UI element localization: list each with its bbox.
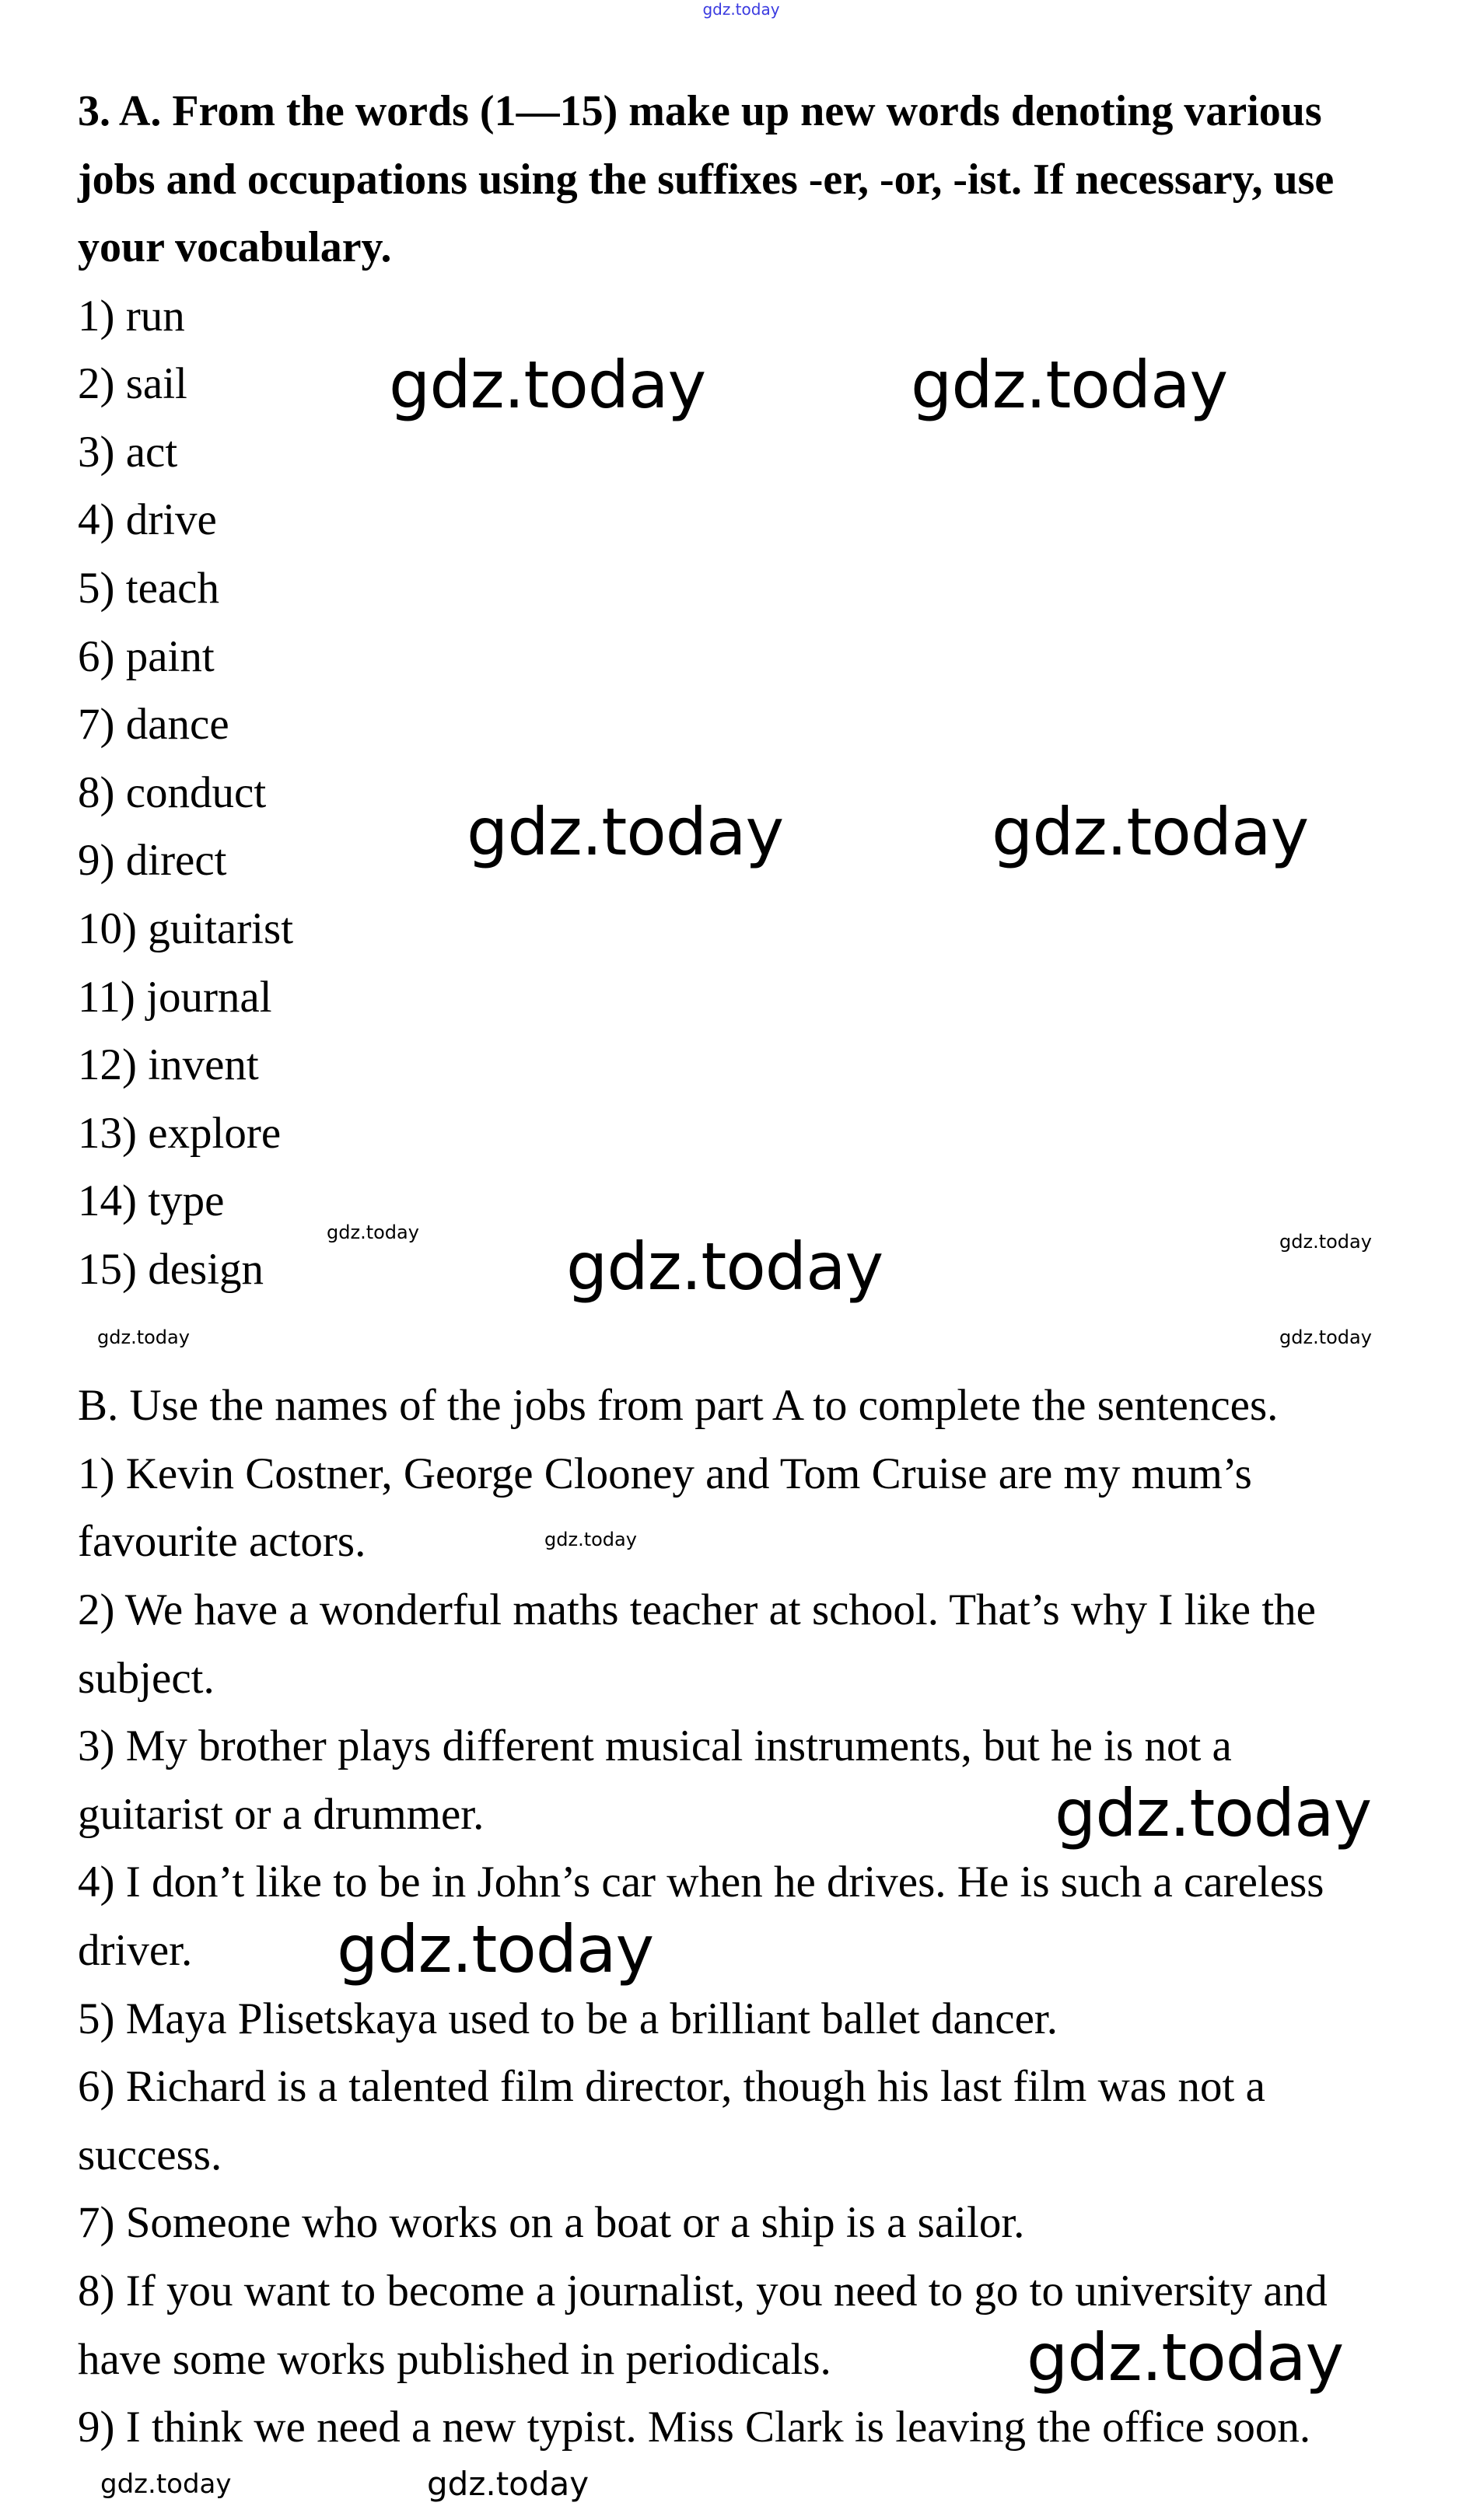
word-item: 5) teach: [78, 564, 219, 613]
sentence-line-row: [78, 2049, 1447, 2117]
watermark: gdz.today: [467, 794, 784, 870]
watermark: gdz.today: [327, 1222, 419, 1243]
sentence-line-row: [78, 1504, 1447, 1572]
sentence-line-row: [78, 1911, 1447, 1987]
watermark: gdz.today: [100, 2469, 232, 2500]
sentence-line-row: [78, 2389, 1447, 2458]
word-item-row: [78, 959, 1447, 1028]
word-item: 14) type: [78, 1176, 225, 1226]
word-item-row: [78, 1027, 1447, 1096]
word-item: 3) act: [78, 427, 178, 477]
word-item-row: [78, 346, 1447, 414]
spacer: [78, 1300, 1447, 1368]
word-item: 8) conduct: [78, 767, 267, 817]
word-item: 1) run: [78, 291, 185, 341]
word-item: 11) journal: [78, 972, 272, 1022]
sentence-list: [78, 1436, 1447, 2458]
watermark: gdz.today: [566, 1229, 883, 1305]
sentence-line: 1) Kevin Costner, George Clooney and Tom Cruise are my mum’s: [78, 1449, 1252, 1498]
word-item: 4) drive: [78, 495, 217, 545]
watermark: gdz.today: [97, 1326, 190, 1348]
part-a-heading-line: your vocabulary.: [78, 223, 392, 272]
part-a-heading-line: jobs and occupations using the suffixes -er, -or, -ist. If necessary, use: [78, 155, 1335, 204]
sentence-line: guitarist or a drummer.: [78, 1789, 485, 1839]
sentence-line: 9) I think we need a new typist. Miss Clark is leaving the office soon.: [78, 2403, 1311, 2452]
word-item-row: [78, 891, 1447, 959]
word-item-row: [78, 550, 1447, 619]
word-item-row: [78, 278, 1447, 347]
sentence-line: 2) We have a wonderful maths teacher at school. That’s why I like the: [78, 1585, 1316, 1634]
word-item-row: [78, 687, 1447, 755]
sentence-line-row: [78, 1708, 1447, 1777]
part-a-heading-row: [78, 142, 1447, 211]
sentence-line-row: [78, 2253, 1447, 2322]
header-watermark: gdz.today: [702, 0, 780, 19]
part-b-instruction-row: [78, 1368, 1447, 1436]
sentence-line: 8) If you want to become a journalist, you need to go to university and: [78, 2266, 1328, 2316]
sentence-line: 5) Maya Plisetskaya used to be a brilliant ballet dancer.: [78, 1994, 1058, 2043]
word-item-row: [78, 1096, 1447, 1164]
part-a-heading-row: [78, 74, 1447, 142]
word-item: 6) paint: [78, 631, 215, 681]
sentence-line-row: [78, 2185, 1447, 2253]
sentence-line-row: [78, 1436, 1447, 1505]
word-item: 13) explore: [78, 1108, 282, 1158]
word-item: 12) invent: [78, 1040, 259, 1090]
word-item: 9) direct: [78, 836, 227, 886]
part-b: [78, 1368, 1447, 2458]
watermark: gdz.today: [1055, 1775, 1372, 1851]
sentence-line: success.: [78, 2130, 222, 2179]
sentence-line: favourite actors.: [78, 1517, 366, 1567]
word-item-row: [78, 414, 1447, 483]
watermark: gdz.today: [337, 1911, 654, 1987]
watermark: gdz.today: [992, 794, 1309, 870]
sentence-line-row: [78, 2117, 1447, 2186]
watermark: gdz.today: [544, 1529, 637, 1550]
word-item: 7) dance: [78, 700, 229, 750]
sentence-line: 6) Richard is a talented film director, though his last film was not a: [78, 2062, 1265, 2112]
word-item-row: [78, 1164, 1447, 1232]
watermark: gdz.today: [1279, 1231, 1372, 1253]
word-item: 10) guitarist: [78, 904, 294, 954]
part-a-heading-row: [78, 210, 1447, 278]
watermark: gdz.today: [389, 347, 706, 423]
sentence-line-row: [78, 1844, 1447, 1913]
part-a-heading-line: 3. A. From the words (1—15) make up new words denoting various: [78, 87, 1322, 136]
sentence-line-row: [78, 1641, 1447, 1709]
watermark: gdz.today: [427, 2465, 590, 2503]
word-item-row: [78, 619, 1447, 687]
watermark: gdz.today: [911, 347, 1228, 423]
word-item: 2) sail: [78, 359, 187, 409]
sentence-line: driver.: [78, 1925, 193, 1975]
watermark: gdz.today: [1027, 2319, 1344, 2396]
sentence-line: 7) Someone who works on a boat or a ship is a sailor.: [78, 2198, 1025, 2248]
sentence-line-row: [78, 1981, 1447, 2050]
sentence-line: 3) My brother plays different musical instruments, but he is not a: [78, 1721, 1232, 1771]
word-item: 15) design: [78, 1245, 264, 1295]
sentence-line-row: [78, 1572, 1447, 1641]
word-item-row: [78, 483, 1447, 551]
sentence-line: subject.: [78, 1653, 215, 1703]
word-list: [78, 278, 1447, 1305]
part-b-instruction: B. Use the names of the jobs from part A to complete the sentences.: [78, 1381, 1279, 1431]
watermark: gdz.today: [1279, 1326, 1372, 1348]
sentence-line: have some works published in periodicals.: [78, 2334, 831, 2384]
sentence-line: 4) I don’t like to be in John’s car when he drives. He is such a careless: [78, 1858, 1324, 1907]
part-a: [78, 74, 1447, 1305]
